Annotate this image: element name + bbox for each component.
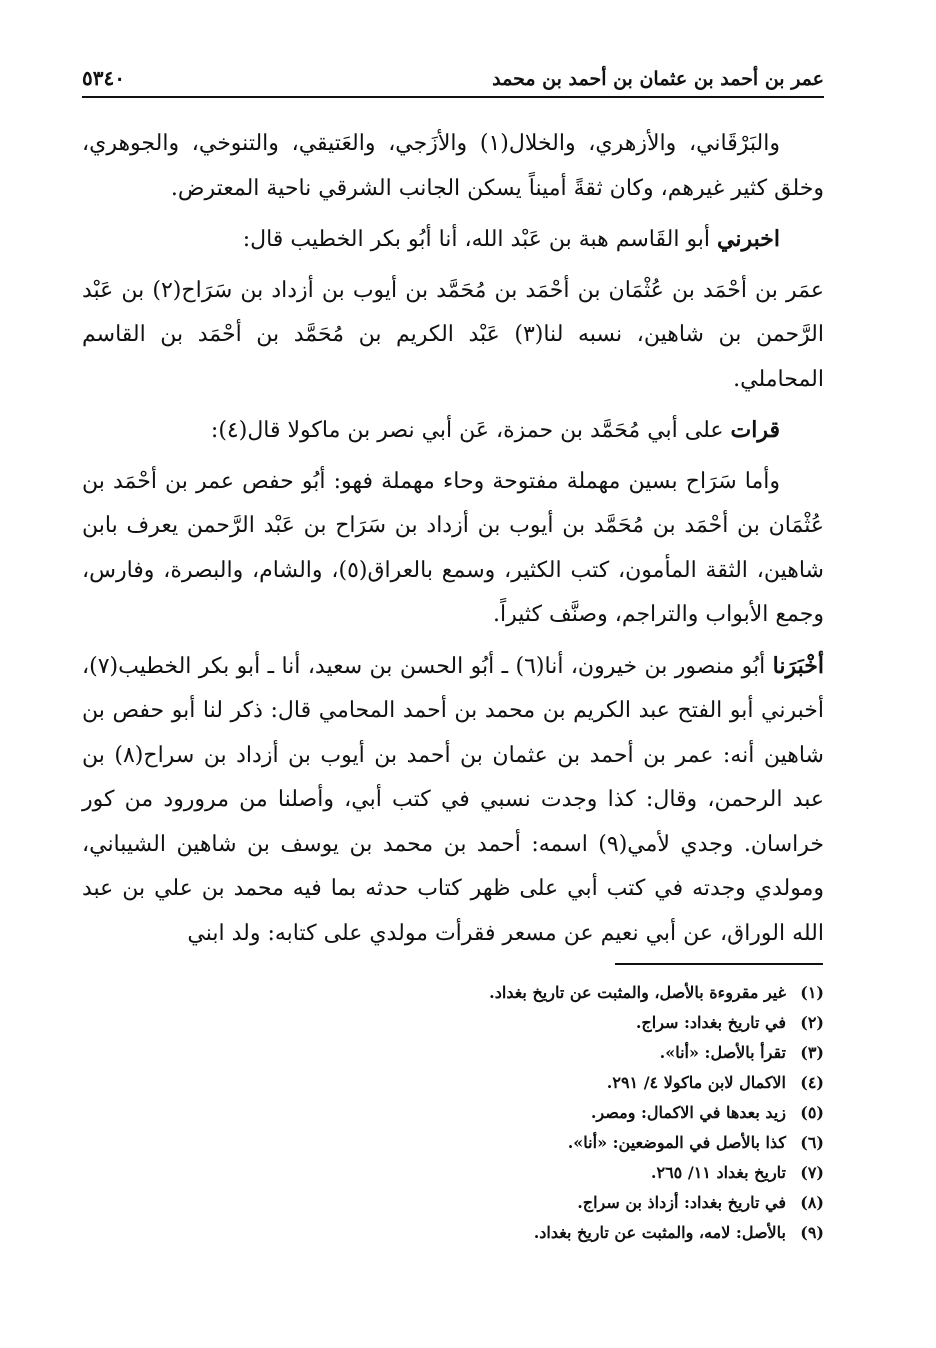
footnote-text: زيد بعدها في الاكمال: ومصر. xyxy=(590,1103,786,1122)
footnote-number: (٥) xyxy=(800,1103,824,1122)
paragraph-text: على أبي مُحَمَّد بن حمزة، عَن أبي نصر بن ماكولا قال(٤): xyxy=(210,418,731,443)
footnote-text: في تاريخ بغداد: أزداذ بن سراج. xyxy=(577,1193,786,1212)
footnote xyxy=(300,1038,824,1068)
footnote xyxy=(300,1218,824,1248)
running-header xyxy=(82,56,824,98)
footnotes xyxy=(300,978,824,1248)
paragraph-text: عمَر بن أحْمَد بن عُثْمَان بن أحْمَد بن مُحَمَّد بن أيوب بن أزداد بن سَرَاح(٢) بن عَبْد الرَّحمن بن شاهين، نسبه لنا(٣) عَبْد الكريم بن مُحَمَّد بن أحْمَد بن القاسم المحاملي. xyxy=(82,277,824,392)
footnote-text: تاريخ بغداد ١١/ ٢٦٥. xyxy=(650,1163,786,1182)
footnote-text: بالأصل: لامه، والمثبت عن تاريخ بغداد. xyxy=(533,1223,786,1242)
footnote xyxy=(300,978,824,1008)
footnote-number: (٨) xyxy=(800,1193,824,1212)
footnote xyxy=(300,1188,824,1218)
paragraph-lead: قرات xyxy=(730,417,780,443)
paragraph-text: والبَرْقَاني، والأزهري، والخلال(١) والأزَجي، والعَتيقي، والتنوخي، والجوهري، وخلق كثير غيرهم، وكان ثقةً أميناً يسكن الجانب الشرقي ناحية المعترض. xyxy=(82,131,824,201)
footnote-text: تقرأ بالأصل: «أنا». xyxy=(659,1043,786,1062)
header-title: عمر بن أحمد بن عثمان بن أحمد بن محمد xyxy=(492,68,824,90)
footnote-number: (٧) xyxy=(800,1163,824,1182)
footnote xyxy=(300,1068,824,1098)
footnote xyxy=(300,1098,824,1128)
footnote-number: (٤) xyxy=(800,1073,824,1092)
paragraph xyxy=(82,217,824,263)
footnote-number: (٩) xyxy=(800,1223,824,1242)
paragraph-text: وأما سَرَاح بسين مهملة مفتوحة وحاء مهملة فهو: أبُو حفص عمر بن أحْمَد بن عُثْمَان بن أحْمَد بن مُحَمَّد بن أيوب بن أزداد بن سَرَاح بن عَبْد الرَّحمن يعرف بابن شاهين، الثقة المأمون، كتب الكثير، وسمع بالعراق(٥)، والشام، والبصرة، وفارس، وجمع الأبواب والتراجم، وصنَّف كثيراً. xyxy=(82,468,824,627)
paragraph-text: أبُو منصور بن خيرون، أنا(٦) ـ أبُو الحسن بن سعيد، أنا ـ أبو بكر الخطيب(٧)، أخبرني أبو الفتح عبد الكريم بن محمد بن أحمد المحامي قال: ذكر لنا أبو حفص بن شاهين أنه: عمر بن أحمد بن عثمان بن أحمد بن أيوب بن أزداد بن سراح(٨) بن عبد الرحمن، وقال: كذا وجدت نسبي في كتب أبي، وأصلنا من مرورود من كور خراسان. وجدي لأمي(٩) اسمه: أحمد بن محمد بن يوسف بن شاهين الشيباني، ومولدي وجدته في كتب أبي على ظهر كتاب حدثه بما فيه محمد بن علي بن عبد الله الوراق، عن أبي نعيم عن مسعر فقرأت مولدي على كتابه: ولد ابني xyxy=(82,653,824,946)
footnote-number: (٣) xyxy=(800,1043,824,1062)
footnote-text: كذا بالأصل في الموضعين: «أنا». xyxy=(567,1133,786,1152)
footnote-number: (٢) xyxy=(800,1013,824,1032)
footnote xyxy=(300,1128,824,1158)
paragraph xyxy=(82,644,824,957)
page-number: ٥٣٤٠ xyxy=(82,66,125,90)
footnote-number: (١) xyxy=(800,983,824,1002)
main-text xyxy=(82,122,824,956)
paragraph xyxy=(82,408,824,454)
paragraph xyxy=(82,269,824,403)
footnote-text: في تاريخ بغداد: سراج. xyxy=(635,1013,786,1032)
footnote xyxy=(300,1158,824,1188)
paragraph-lead: أخْبَرَنا xyxy=(772,652,824,679)
paragraph-lead: اخبرني xyxy=(717,226,780,252)
paragraph xyxy=(82,122,824,211)
footnote-number: (٦) xyxy=(800,1133,824,1152)
paragraph xyxy=(82,460,824,638)
paragraph-text: أبو القَاسم هبة بن عَبْد الله، أنا أبُو بكر الخطيب قال: xyxy=(242,227,718,252)
footnote-text: الاكمال لابن ماكولا ٤/ ٢٩١. xyxy=(606,1073,786,1092)
footnote-separator xyxy=(615,963,823,965)
footnote xyxy=(300,1008,824,1038)
footnote-text: غير مقروءة بالأصل، والمثبت عن تاريخ بغداد. xyxy=(489,983,786,1002)
